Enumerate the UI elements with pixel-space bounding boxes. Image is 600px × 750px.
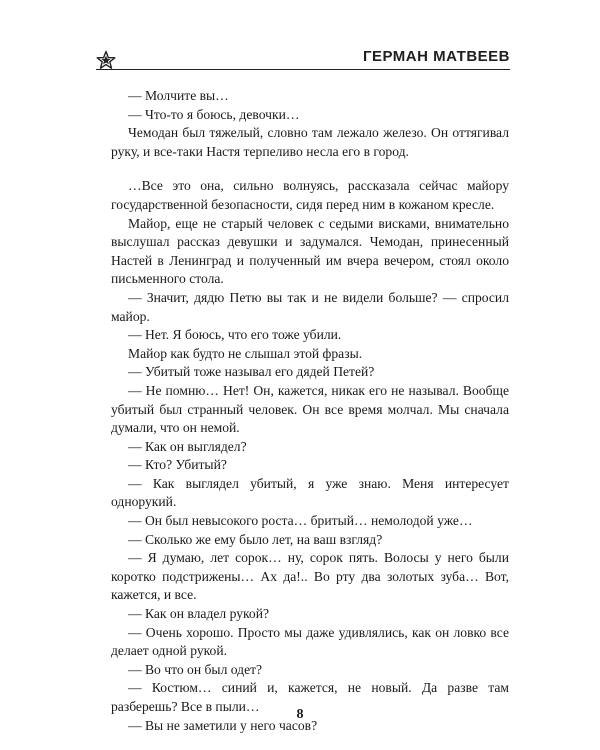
paragraph: — Молчите вы… <box>128 88 229 103</box>
paragraph: — Сколько же ему было лет, на ваш взгляд? <box>128 531 383 547</box>
paragraph: — Нет. Я боюсь, что его тоже убили. <box>128 327 342 343</box>
paragraph: — Как выглядел убитый, я уже знаю. Меня интересует однорукий. <box>111 475 509 510</box>
body-text <box>111 87 509 735</box>
paragraph: — Костюм… синий и, кажется, не новый. Да разве там разберешь? Все в пыли… <box>111 680 509 714</box>
paragraph: — Что-то я боюсь, девочки… <box>128 106 300 122</box>
header-rule <box>96 69 510 70</box>
star-icon <box>96 50 116 70</box>
paragraph: — Очень хорошо. Просто мы даже удивлялись, как он ловко все делает одной рукой. <box>111 624 509 659</box>
paragraph: Майор как будто не слышал этой фразы. <box>128 345 363 361</box>
paragraph: — Значит, дядю Петю вы так и не видели больше? — спросил майор. <box>111 289 509 324</box>
page-number: 8 <box>296 707 304 722</box>
paragraph: — Не помню… Нет! Он, кажется, никак его не называл. Вообще убитый был странный человек. Он все время молчал. Мы сначала думали, что он немой. <box>111 382 509 436</box>
paragraph: — Вы не заметили у него часов? <box>128 717 318 733</box>
paragraph: — Как он выглядел? <box>128 438 247 454</box>
paragraph: — Я думаю, лет сорок… ну, сорок пять. Волосы у него были коротко подстрижены… Ах да!.. Во рту два золотых зуба… Вот, кажется, и все. <box>111 550 509 603</box>
paragraph: Майор, еще не старый человек с седыми висками, внимательно выслушал рассказ девушки и задумался. Чемодан, принесенный Настей в Ленинград и полученный им вчера вечером, стоял около письменного стола. <box>111 215 509 287</box>
author-name: ГЕРМАН МАТВЕЕВ <box>362 48 510 65</box>
paragraph: — Убитый тоже называл его дядей Петей? <box>128 364 375 380</box>
paragraph: Чемодан был тяжелый, словно там лежало железо. Он оттягивал руку, и все-таки Настя терпеливо несла его в город. <box>111 125 509 159</box>
paragraph: — Кто? Убитый? <box>128 457 227 473</box>
paragraph: …Все это она, сильно волнуясь, рассказала сейчас майору государственной безопасности, сидя перед ним в кожаном кресле. <box>111 178 509 212</box>
paragraph: — Он был невысокого роста… бритый… немолодой уже… <box>128 513 473 529</box>
paragraph: — Как он владел рукой? <box>128 606 270 622</box>
paragraph: — Во что он был одет? <box>128 661 263 677</box>
